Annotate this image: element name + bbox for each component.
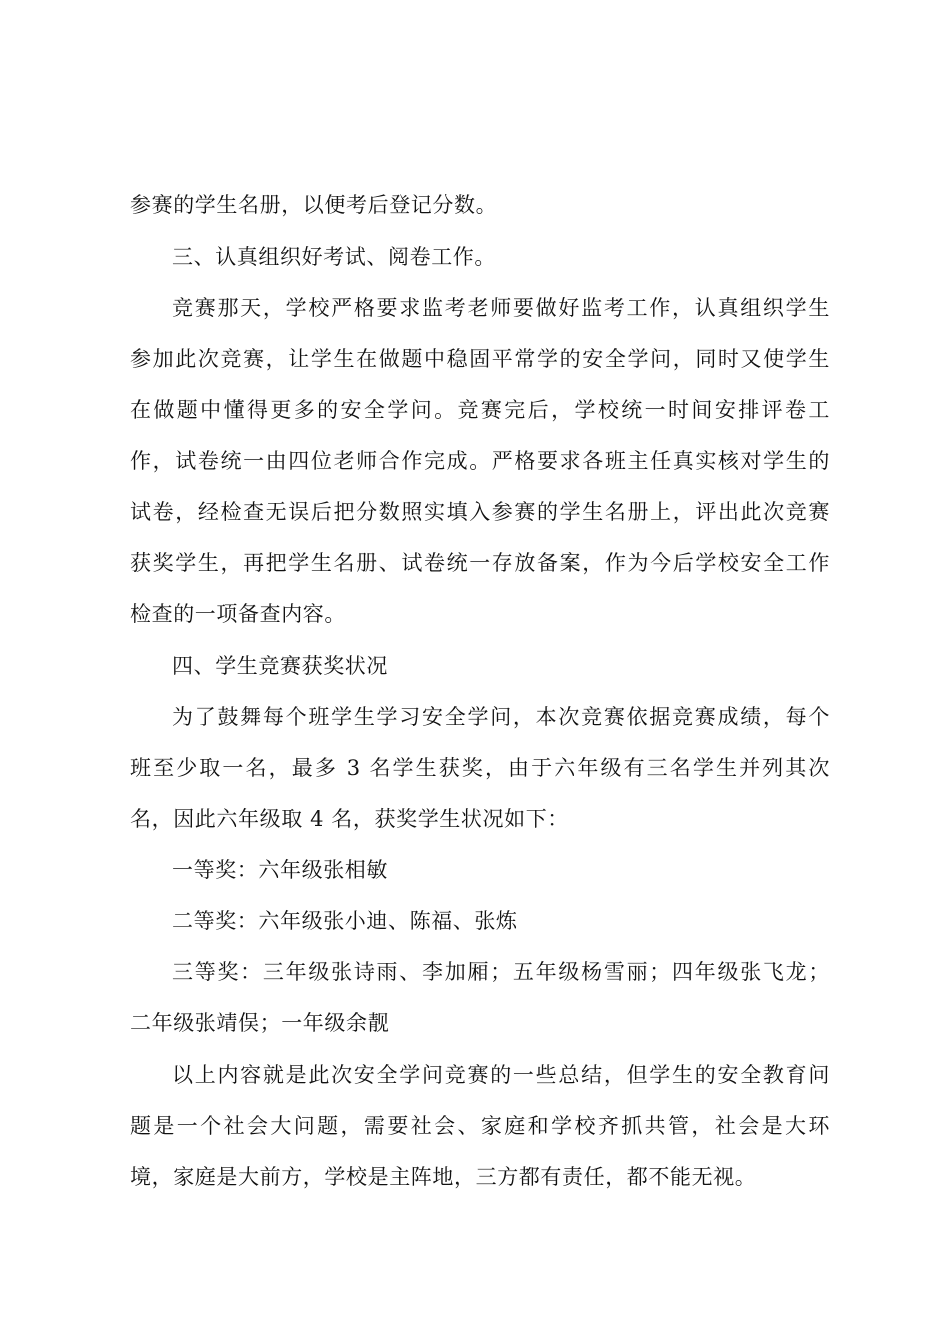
text-line: 竞赛那天，学校严格要求监考老师要做好监考工作，认真组织学生 xyxy=(172,296,830,320)
text-line: 题是一个社会大问题，需要社会、家庭和学校齐抓共管，社会是大环 xyxy=(130,1114,830,1138)
award-line: 二等奖：六年级张小迪、陈福、张炼 xyxy=(172,909,518,933)
text-line: 参加此次竞赛，让学生在做题中稳固平常学的安全学问，同时又使学生 xyxy=(130,347,830,371)
section-heading: 四、学生竞赛获奖状况 xyxy=(172,654,388,678)
text-line: 名，因此六年级取 4 名，获奖学生状况如下： xyxy=(130,807,569,831)
text-line: 为了鼓舞每个班学生学习安全学问，本次竞赛依据竞赛成绩，每个 xyxy=(172,705,830,729)
text-line: 参赛的学生名册，以便考后登记分数。 xyxy=(130,193,498,217)
text-line: 以上内容就是此次安全学问竞赛的一些总结，但学生的安全教育问 xyxy=(172,1063,830,1087)
award-line: 一等奖：六年级张相敏 xyxy=(172,858,388,882)
text-line: 作，试卷统一由四位老师合作完成。严格要求各班主任真实核对学生的 xyxy=(130,449,830,473)
award-line: 二年级张靖俣；一年级余靓 xyxy=(130,1011,390,1035)
award-line: 三等奖：三年级张诗雨、李加厢；五年级杨雪丽；四年级张飞龙； xyxy=(172,960,830,984)
text-line: 获奖学生，再把学生名册、试卷统一存放备案，作为今后学校安全工作 xyxy=(130,551,830,575)
text-line: 班至少取一名，最多 3 名学生获奖，由于六年级有三名学生并列其次 xyxy=(130,756,830,780)
text-line: 检查的一项备查内容。 xyxy=(130,602,346,626)
text-line: 试卷，经检查无误后把分数照实填入参赛的学生名册上，评出此次竞赛 xyxy=(130,500,830,524)
text-line: 境，家庭是大前方，学校是主阵地，三方都有责任，都不能无视。 xyxy=(130,1165,757,1189)
text-line: 在做题中懂得更多的安全学问。竞赛完后，学校统一时间安排评卷工 xyxy=(130,398,830,422)
section-heading: 三、认真组织好考试、阅卷工作。 xyxy=(172,245,496,269)
